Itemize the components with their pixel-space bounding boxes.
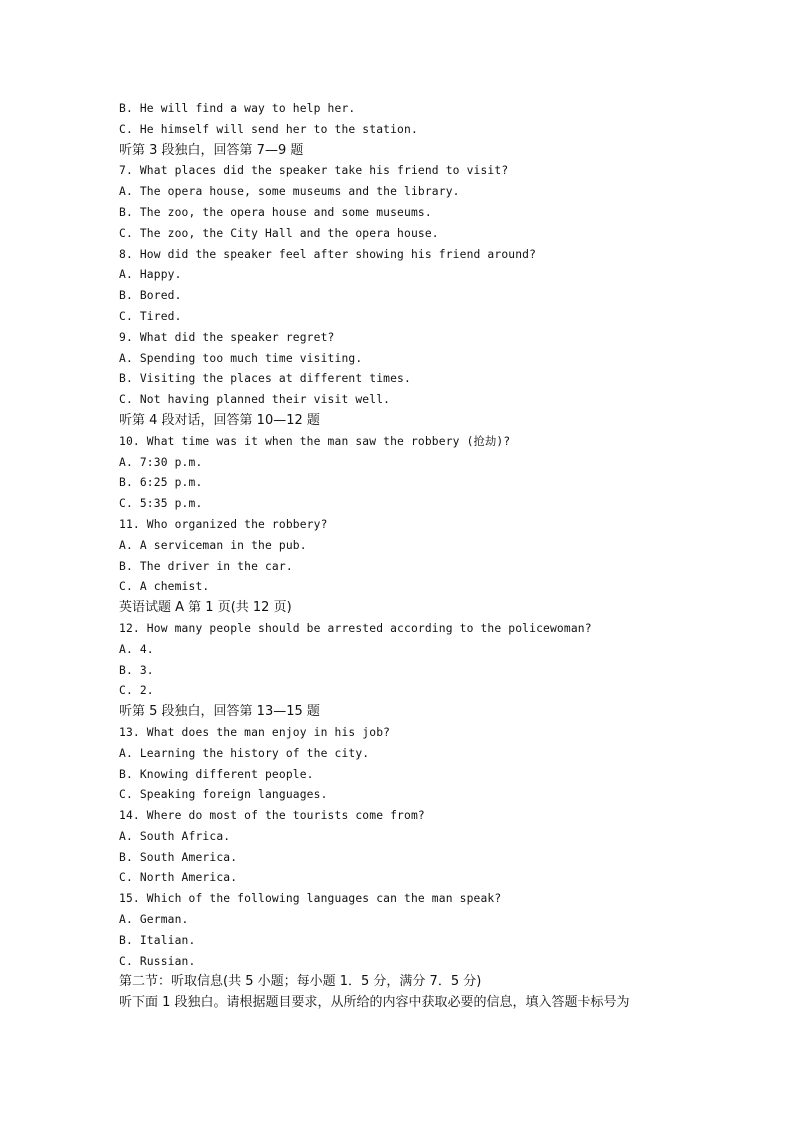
- text-line: B. Knowing different people.: [119, 767, 314, 781]
- text-line: 12. How many people should be arrested according to the policewoman?: [119, 621, 592, 635]
- text-line: B. Bored.: [119, 289, 182, 303]
- text-line: B. 3.: [119, 663, 154, 677]
- text-line: C. North America.: [119, 871, 238, 885]
- text-line: B. Visiting the places at different times.: [119, 372, 411, 386]
- text-line: B. Italian.: [119, 933, 196, 947]
- text-line: A. Spending too much time visiting.: [119, 351, 363, 365]
- text-line: B. 6:25 p.m.: [119, 476, 203, 490]
- text-line: A. 7:30 p.m.: [119, 455, 203, 469]
- section-heading: 英语试题 A 第 1 页(共 12 页): [119, 600, 292, 616]
- text-line: A. 4.: [119, 642, 154, 656]
- text-line: A. A serviceman in the pub.: [119, 538, 307, 552]
- text-line: 7. What places did the speaker take his friend to visit?: [119, 164, 509, 178]
- text-line: C. 5:35 p.m.: [119, 497, 203, 511]
- text-line: B. The driver in the car.: [119, 559, 293, 573]
- text-line: C. The zoo, the City Hall and the opera house.: [119, 226, 439, 240]
- text-line: A. Learning the history of the city.: [119, 746, 370, 760]
- section-heading: 听第 5 段独白，回答第 13—15 题: [119, 704, 320, 720]
- text-line: B. South America.: [119, 850, 238, 864]
- text-line: A. South Africa.: [119, 829, 231, 843]
- text-line: C. A chemist.: [119, 580, 210, 594]
- section-heading: 听第 4 段对话，回答第 10—12 题: [119, 412, 320, 428]
- text-line: 13. What does the man enjoy in his job?: [119, 725, 391, 739]
- text-line: 15. Which of the following languages can the man speak?: [119, 892, 502, 906]
- text-line: 9. What did the speaker regret?: [119, 330, 335, 344]
- text-line: A. The opera house, some museums and the library.: [119, 185, 460, 199]
- text-line: 11. Who organized the robbery?: [119, 517, 328, 531]
- text-line: C. Tired.: [119, 309, 182, 323]
- text-line: B. He will find a way to help her.: [119, 102, 356, 115]
- text-line: C. He himself will send her to the station.: [119, 122, 418, 136]
- text-line: 8. How did the speaker feel after showing his friend around?: [119, 247, 537, 261]
- text-line: C. 2.: [119, 684, 154, 698]
- text-line: A. Happy.: [119, 268, 182, 282]
- section-heading: 第二节：听取信息(共 5 小题；每小题 1．5 分，满分 7．5 分): [119, 974, 482, 990]
- text-line: B. The zoo, the opera house and some museums.: [119, 205, 432, 219]
- text-line: C. Speaking foreign languages.: [119, 788, 328, 802]
- text-line: C. Russian.: [119, 954, 196, 968]
- document-page: [119, 99, 679, 1014]
- text-line: A. German.: [119, 913, 189, 927]
- text-line: 10. What time was it when the man saw the robbery (抢劫)?: [119, 434, 511, 448]
- section-heading: 听下面 1 段独白。请根据题目要求，从所给的内容中获取必要的信息，填入答题卡标号为: [119, 995, 630, 1011]
- section-heading: 听第 3 段独白，回答第 7—9 题: [119, 142, 304, 158]
- text-line: 14. Where do most of the tourists come from?: [119, 809, 425, 823]
- text-line: C. Not having planned their visit well.: [119, 393, 391, 407]
